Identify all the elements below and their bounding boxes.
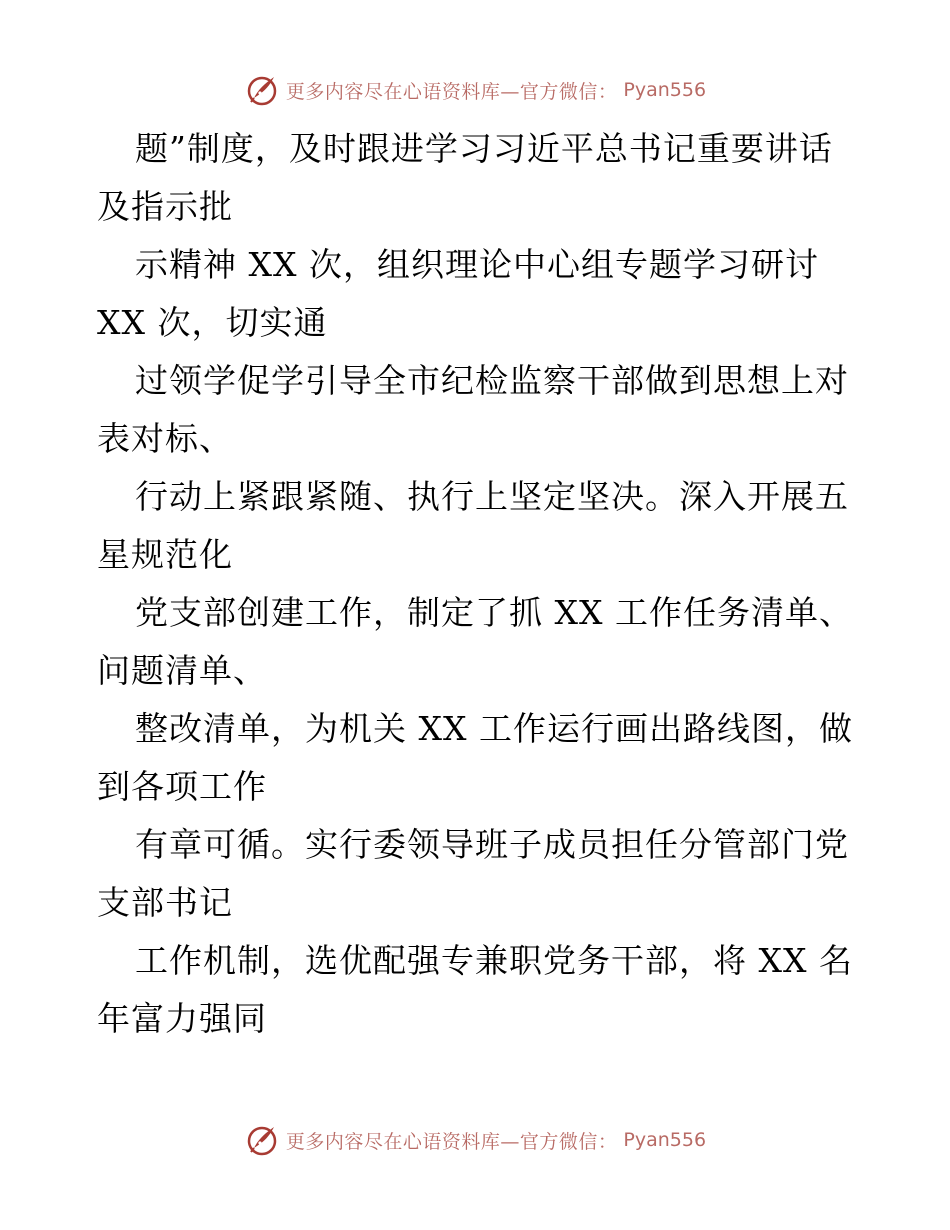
text-line: 到各项工作 <box>97 767 267 806</box>
paragraph-line <box>97 816 857 932</box>
text-line: 党支部创建工作，制定了抓 XX 工作任务清单、 <box>135 593 853 632</box>
text-line: 星规范化 <box>97 535 233 574</box>
text-line: 示精神 XX 次，组织理论中心组专题学习研讨 <box>135 245 819 284</box>
text-line: 工作机制，选优配强专兼职党务干部，将 XX 名 <box>135 941 853 980</box>
paragraph-line <box>97 352 857 468</box>
watermark-wechat-handle: Pyan556 <box>623 79 707 101</box>
text-line: 年富力强同 <box>97 999 267 1038</box>
text-line: 问题清单、 <box>97 651 267 690</box>
text-line: 题”制度，及时跟进学习习近平总书记重要讲话 <box>135 129 833 168</box>
footer-watermark <box>0 1120 950 1160</box>
paragraph-line <box>97 700 857 816</box>
text-line: 及指示批 <box>97 187 233 226</box>
watermark-text: 更多内容尽在心语资料库—官方微信： <box>285 1130 618 1153</box>
text-line: 行动上紧跟紧随、执行上坚定坚决。深入开展五 <box>135 477 849 516</box>
text-line: 整改清单，为机关 XX 工作运行画出路线图，做 <box>135 709 853 748</box>
quill-pen-logo-icon <box>244 1122 280 1158</box>
text-line: XX 次，切实通 <box>97 303 328 342</box>
text-line: 支部书记 <box>97 883 233 922</box>
paragraph-line <box>97 468 857 584</box>
paragraph-line <box>97 236 857 352</box>
paragraph-line <box>97 120 857 236</box>
watermark-text: 更多内容尽在心语资料库—官方微信： <box>285 80 618 103</box>
paragraph-line <box>97 584 857 700</box>
document-body <box>97 120 857 1048</box>
header-watermark <box>0 70 950 110</box>
paragraph-line <box>97 932 857 1048</box>
text-line: 表对标、 <box>97 419 233 458</box>
quill-pen-logo-icon <box>244 72 280 108</box>
text-line: 有章可循。实行委领导班子成员担任分管部门党 <box>135 825 849 864</box>
watermark-wechat-handle: Pyan556 <box>623 1129 707 1151</box>
text-line: 过领学促学引导全市纪检监察干部做到思想上对 <box>135 361 849 400</box>
